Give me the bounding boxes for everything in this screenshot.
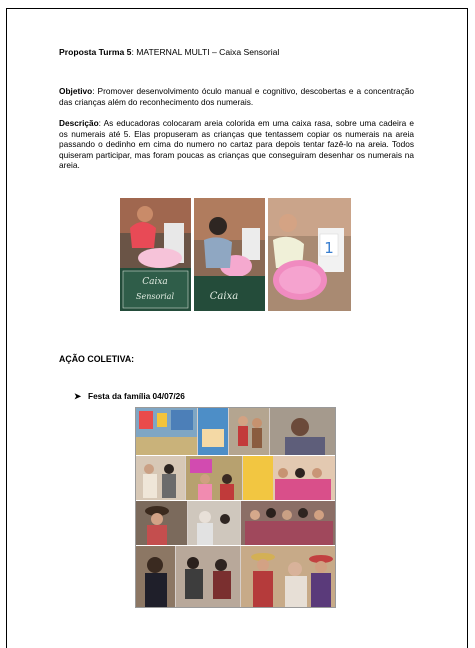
activity-photo-3 [268, 198, 351, 311]
activity-photo-1 [120, 198, 191, 311]
collective-action-heading: AÇÃO COLETIVA: [59, 354, 135, 364]
event-bullet [74, 391, 185, 401]
proposal-title [59, 47, 279, 57]
proposal-rest: : MATERNAL MULTI – Caixa Sensorial [131, 47, 280, 57]
family-party-collage [135, 407, 336, 608]
collage-image [135, 407, 336, 608]
sign-text-line1: Caixa [142, 277, 168, 287]
arrow-right-icon: ➤ [74, 391, 81, 401]
sign-text-short: Caixa [209, 291, 239, 302]
objective-label: Objetivo [59, 86, 93, 96]
sign-text-line2: Sensorial [136, 292, 174, 301]
objective-text: : Promover desenvolvimento óculo manual e cognitivo, descobertas e a concentração das crianças além do reconhecimento dos numerais. [59, 86, 414, 107]
proposal-label: Proposta Turma 5 [59, 47, 132, 57]
description-paragraph [59, 118, 414, 171]
activity-photo-2 [194, 198, 265, 311]
description-label: Descrição [59, 118, 99, 128]
event-title: Festa da família 04/07/26 [88, 391, 185, 401]
number-card: 1 [324, 239, 334, 257]
objective-paragraph [59, 86, 414, 107]
description-text: : As educadoras colocaram areia colorida em uma caixa rasa, sobre uma cadeira e os numerais até 5. Elas propuseram as crianças que tentassem copiar os numerais na areia passando o dedinho em cima do numero no cartaz para depois tentar fazê-lo na areia. Todos quiseram participar, mas foram poucas as crianças que conseguiram desenhar os numerais na areia. [59, 118, 414, 171]
